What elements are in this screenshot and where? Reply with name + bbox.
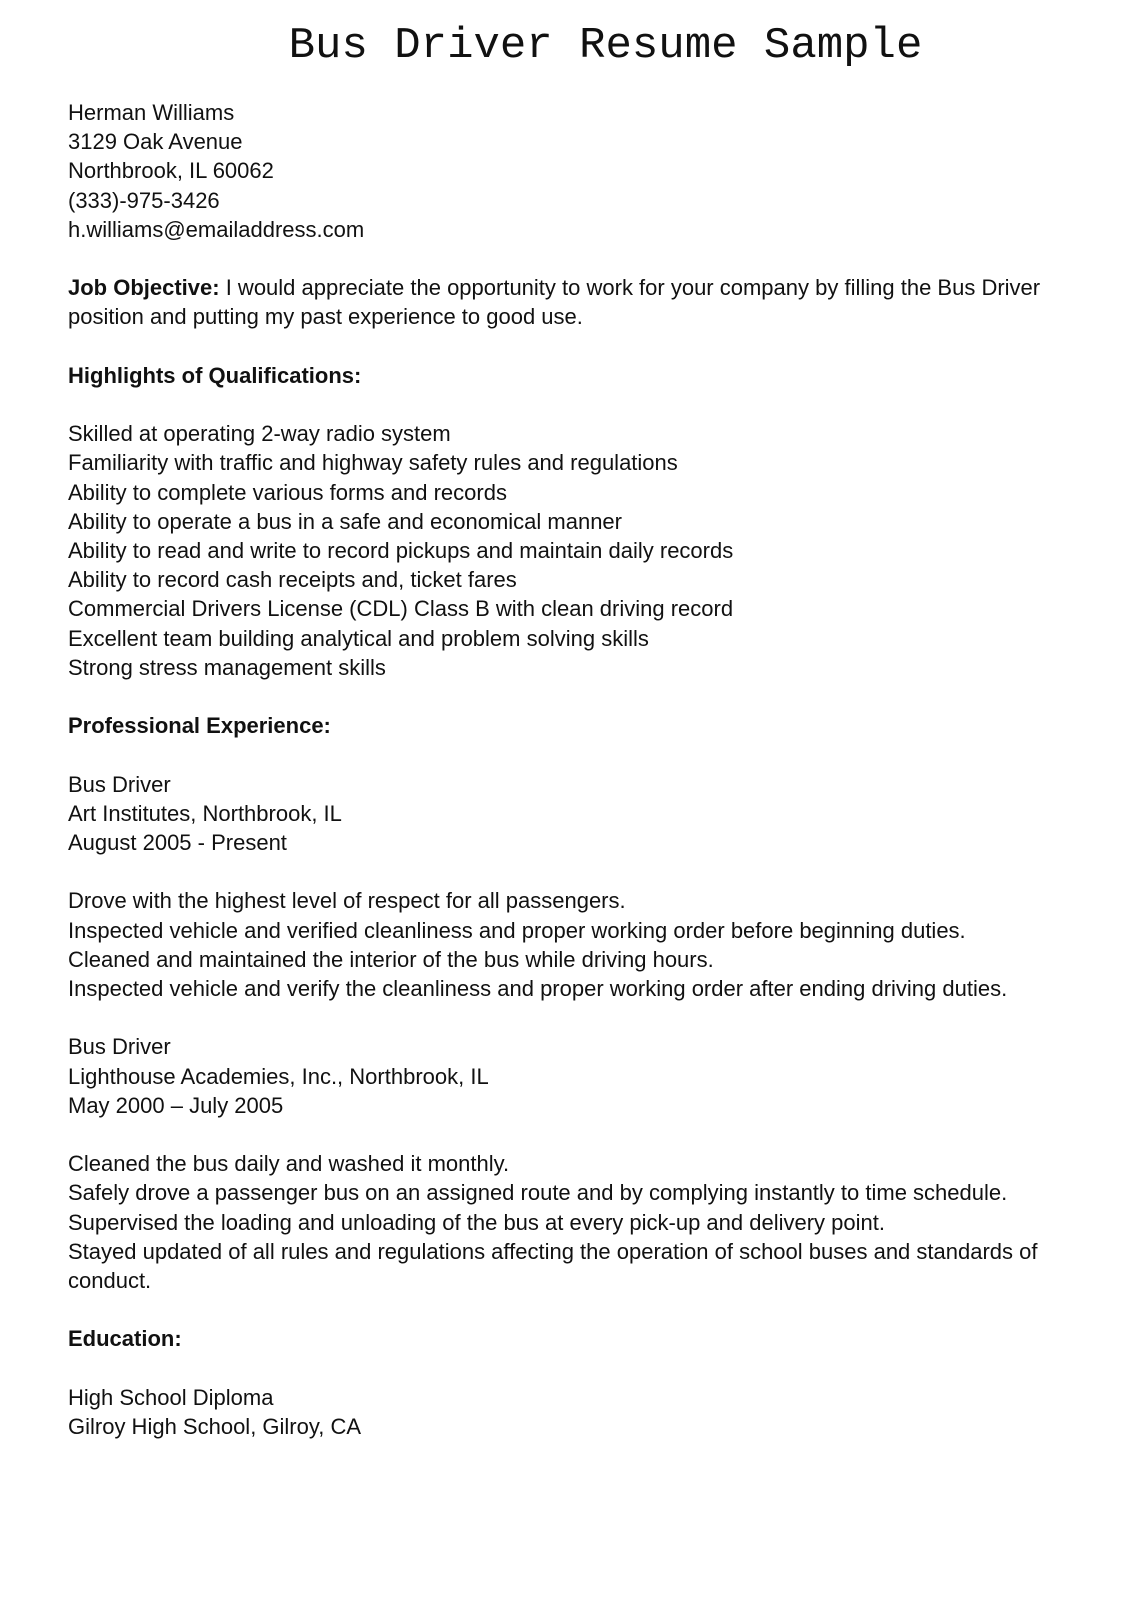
job-duty: Stayed updated of all rules and regulations affecting the operation of school buses and standards of conduct. bbox=[68, 1238, 1038, 1293]
job-duty: Cleaned and maintained the interior of the bus while driving hours. bbox=[68, 946, 714, 972]
spacer bbox=[68, 1120, 1078, 1149]
qualification-item: Ability to read and write to record pickups and maintain daily records bbox=[68, 538, 734, 563]
resume-content bbox=[68, 98, 1078, 1441]
spacer bbox=[68, 332, 1078, 361]
spacer bbox=[68, 682, 1078, 711]
contact-street: 3129 Oak Avenue bbox=[68, 129, 243, 155]
job-entry bbox=[68, 770, 1078, 1004]
qualifications-list bbox=[68, 419, 1078, 682]
job-duty: Safely drove a passenger bus on an assigned route and by complying instantly to time schedule. bbox=[68, 1180, 1008, 1206]
contact-city: Northbrook, IL 60062 bbox=[68, 158, 274, 184]
job-title: Bus Driver bbox=[68, 771, 171, 797]
spacer bbox=[68, 244, 1078, 273]
job-duty: Drove with the highest level of respect for all passengers. bbox=[68, 888, 626, 914]
spacer bbox=[68, 390, 1078, 419]
education-entry bbox=[68, 1383, 1078, 1441]
job-dates: August 2005 - Present bbox=[68, 830, 287, 855]
qualification-item: Skilled at operating 2-way radio system bbox=[68, 421, 451, 447]
education-school: Gilroy High School, Gilroy, CA bbox=[68, 1413, 362, 1439]
job-duty: Supervised the loading and unloading of the bus at every pick-up and delivery point. bbox=[68, 1209, 885, 1235]
contact-name: Herman Williams bbox=[68, 100, 235, 125]
spacer bbox=[68, 857, 1078, 886]
contact-email: h.williams@emailaddress.com bbox=[68, 216, 365, 242]
job-employer: Lighthouse Academies, Inc., Northbrook, IL bbox=[68, 1063, 489, 1089]
qualifications-heading: Highlights of Qualifications: bbox=[68, 362, 362, 388]
qualification-item: Commercial Drivers License (CDL) Class B with clean driving record bbox=[68, 596, 734, 622]
qualification-item: Ability to record cash receipts and, ticket fares bbox=[68, 567, 517, 593]
education-heading: Education: bbox=[68, 1326, 182, 1352]
objective-text: I would appreciate the opportunity to work for your company by filling the Bus Driver position and putting my past experience to good use. bbox=[68, 275, 1041, 330]
qualification-item: Strong stress management skills bbox=[68, 654, 386, 680]
job-entry bbox=[68, 1032, 1078, 1295]
job-duty: Inspected vehicle and verify the cleanliness and proper working order after ending driving duties. bbox=[68, 976, 1008, 1001]
spacer bbox=[68, 1354, 1078, 1383]
job-duty: Inspected vehicle and verified cleanliness and proper working order before beginning duties. bbox=[68, 917, 966, 943]
job-dates: May 2000 – July 2005 bbox=[68, 1092, 284, 1118]
objective-label: Job Objective: bbox=[68, 275, 220, 301]
job-title: Bus Driver bbox=[68, 1034, 171, 1060]
qualification-item: Familiarity with traffic and highway safety rules and regulations bbox=[68, 450, 678, 476]
document-title: Bus Driver Resume Sample bbox=[288, 21, 923, 71]
job-duty: Cleaned the bus daily and washed it monthly. bbox=[68, 1151, 510, 1177]
qualification-item: Ability to operate a bus in a safe and economical manner bbox=[68, 508, 622, 534]
job-employer: Art Institutes, Northbrook, IL bbox=[68, 800, 342, 826]
contact-block bbox=[68, 98, 1078, 244]
objective-paragraph bbox=[68, 273, 1078, 331]
education-degree: High School Diploma bbox=[68, 1384, 274, 1410]
spacer bbox=[68, 740, 1078, 769]
qualification-item: Ability to complete various forms and records bbox=[68, 479, 507, 505]
experience-heading: Professional Experience: bbox=[68, 713, 331, 739]
spacer bbox=[68, 1003, 1078, 1032]
qualification-item: Excellent team building analytical and problem solving skills bbox=[68, 625, 649, 651]
spacer bbox=[68, 1295, 1078, 1324]
contact-phone: (333)-975-3426 bbox=[68, 187, 220, 213]
